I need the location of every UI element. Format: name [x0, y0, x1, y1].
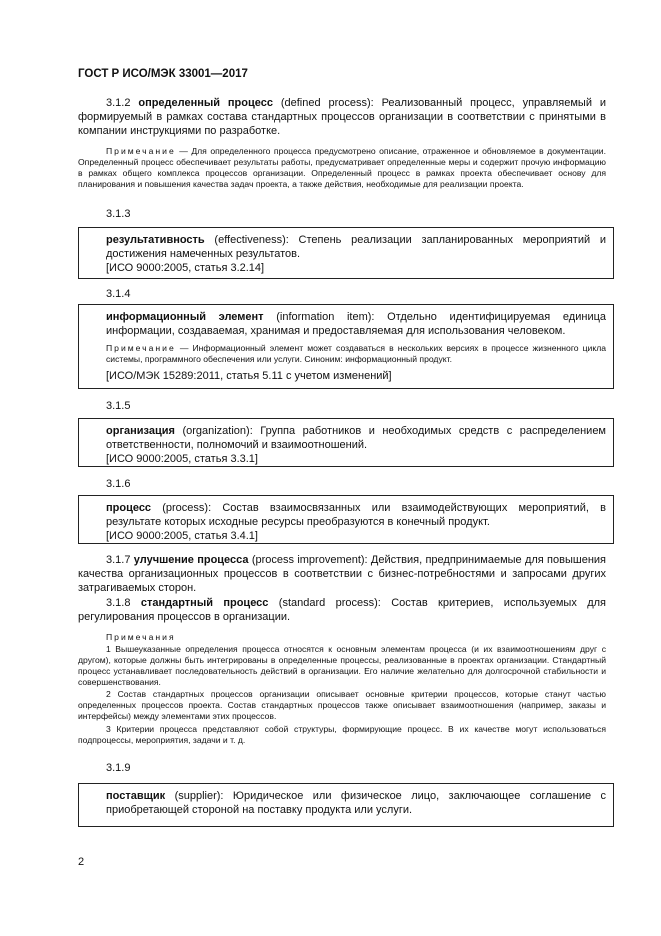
page-header: ГОСТ Р ИСО/МЭК 33001—2017 — [78, 68, 248, 80]
note-2: 2 Состав стандартных процессов организации описывает основные критерии процессов, которые станут частью определенных процессов проекта. Состав стандартных процессов также описывает взаимоотношения (например, заказы и интерфейсы) между элементами этих процессов. — [78, 689, 606, 721]
term-number-3-1-4: 3.1.4 — [106, 288, 131, 300]
term-3-1-9 — [106, 789, 606, 817]
term-name: результативность — [106, 234, 205, 246]
term-definition: (process): Состав взаимосвязанных или взаимодействующих мероприятий, в результате которых исходные ресурсы преобразуются в конечный продукт. — [106, 502, 606, 528]
term-definition: (process improvement): Действия, предпринимаемые для повышения качества организационных процессов в соответствии с бизнес-потребностями и запросами других затрагиваемых сторон. — [78, 554, 606, 594]
term-source: [ИСО 9000:2005, статья 3.3.1] — [106, 453, 258, 465]
term-definition: (information item): Отдельно идентифицируемая единица информации, создаваемая, хранимая и предоставляемая для использования человеком. — [106, 311, 607, 337]
term-box-3-1-6 — [78, 495, 614, 544]
term-source: [ИСО 9000:2005, статья 3.4.1] — [106, 530, 258, 542]
term-name: стандартный процесс — [140, 597, 269, 609]
term-3-1-4 — [106, 310, 606, 338]
term-number: 3.1.2 — [106, 97, 131, 109]
term-definition: (defined process): Реализованный процесс, управляемый и формируемый в рамках состава стандартных процессов организации в соответствии с принятыми в компании инструкциями по разработке. — [78, 97, 606, 137]
note-text: — Информационный элемент может создаваться в нескольких версиях в процессе жизненного цикла системы, программного обеспечения или услуги. Синоним: информационный продукт. — [106, 343, 606, 364]
term-number: 3.1.8 — [106, 597, 131, 609]
term-definition: (effectiveness): Степень реализации запланированных мероприятий и достижения намеченных результатов. — [106, 234, 606, 260]
term-box-3-1-5 — [78, 418, 614, 467]
note-label: Примечание — [106, 343, 176, 353]
term-3-1-2 — [78, 96, 606, 138]
term-definition: (standard process): Состав критериев, используемых для регулирования процессов в организации. — [78, 597, 606, 623]
term-definition: (organization): Группа работников и необходимых средств с распределением ответственности, полномочий и взаимоотношений. — [106, 425, 606, 451]
note-3-1-2 — [78, 146, 606, 190]
term-name: определенный процесс — [138, 97, 273, 109]
note-3: 3 Критерии процесса представляют собой структуры, формирующие процесс. В их качестве могут использоваться подпроцессы, мероприятия, задачи и т. д. — [78, 724, 606, 745]
term-name: улучшение процесса — [133, 554, 249, 566]
note-text: — Для определенного процесса предусмотрено описание, отраженное и обновляемое в документации. Определенный процесс обеспечивает результаты работы, предусматривает определенные меры и содержит прочую информацию в рамках общего комплекса процессов организации. Определенный процесс в рамках проекта обеспечивает основу для планирования и повышения качества задач проекта, а также действия, необходимые для реализации проекта. — [78, 146, 606, 189]
page-number: 2 — [78, 856, 85, 868]
note-3-1-4 — [106, 343, 606, 365]
notes-label — [78, 632, 606, 643]
term-3-1-6 — [106, 501, 606, 529]
term-source: [ИСО 9000:2005, статья 3.2.14] — [106, 262, 265, 274]
term-number-3-1-3: 3.1.3 — [106, 208, 131, 220]
term-number: 3.1.7 — [106, 554, 131, 566]
notes-label-text: Примечания — [106, 632, 176, 642]
term-name: процесс — [106, 502, 152, 514]
term-box-3-1-3 — [78, 227, 614, 279]
term-source: [ИСО/МЭК 15289:2011, статья 5.11 с учетом изменений] — [106, 370, 392, 382]
term-number-3-1-9: 3.1.9 — [106, 762, 131, 774]
term-box-3-1-9 — [78, 783, 614, 827]
term-box-3-1-4 — [78, 304, 614, 389]
term-definition: (supplier): Юридическое или физическое лицо, заключающее соглашение с приобретающей стороной на поставку продукта или услуги. — [106, 790, 606, 816]
term-3-1-3 — [106, 233, 606, 261]
term-3-1-8 — [78, 596, 606, 624]
term-name: поставщик — [106, 790, 166, 802]
term-3-1-7 — [78, 553, 606, 595]
note-1: 1 Вышеуказанные определения процесса относятся к основным элементам процесса (и их взаимоотношениям друг с другом), которые должны быть интегрированы в определенные процессы, реализованные в проектах организации. Стандартный процесс устанавливает последовательность действий в организации. Его наличие желательно для долгосрочной стабильности и совершенствования. — [78, 644, 606, 687]
term-name: информационный элемент — [106, 311, 264, 323]
term-name: организация — [106, 425, 175, 437]
term-3-1-5 — [106, 424, 606, 452]
term-number-3-1-6: 3.1.6 — [106, 478, 131, 490]
note-label: Примечание — [106, 146, 176, 156]
term-number-3-1-5: 3.1.5 — [106, 400, 131, 412]
